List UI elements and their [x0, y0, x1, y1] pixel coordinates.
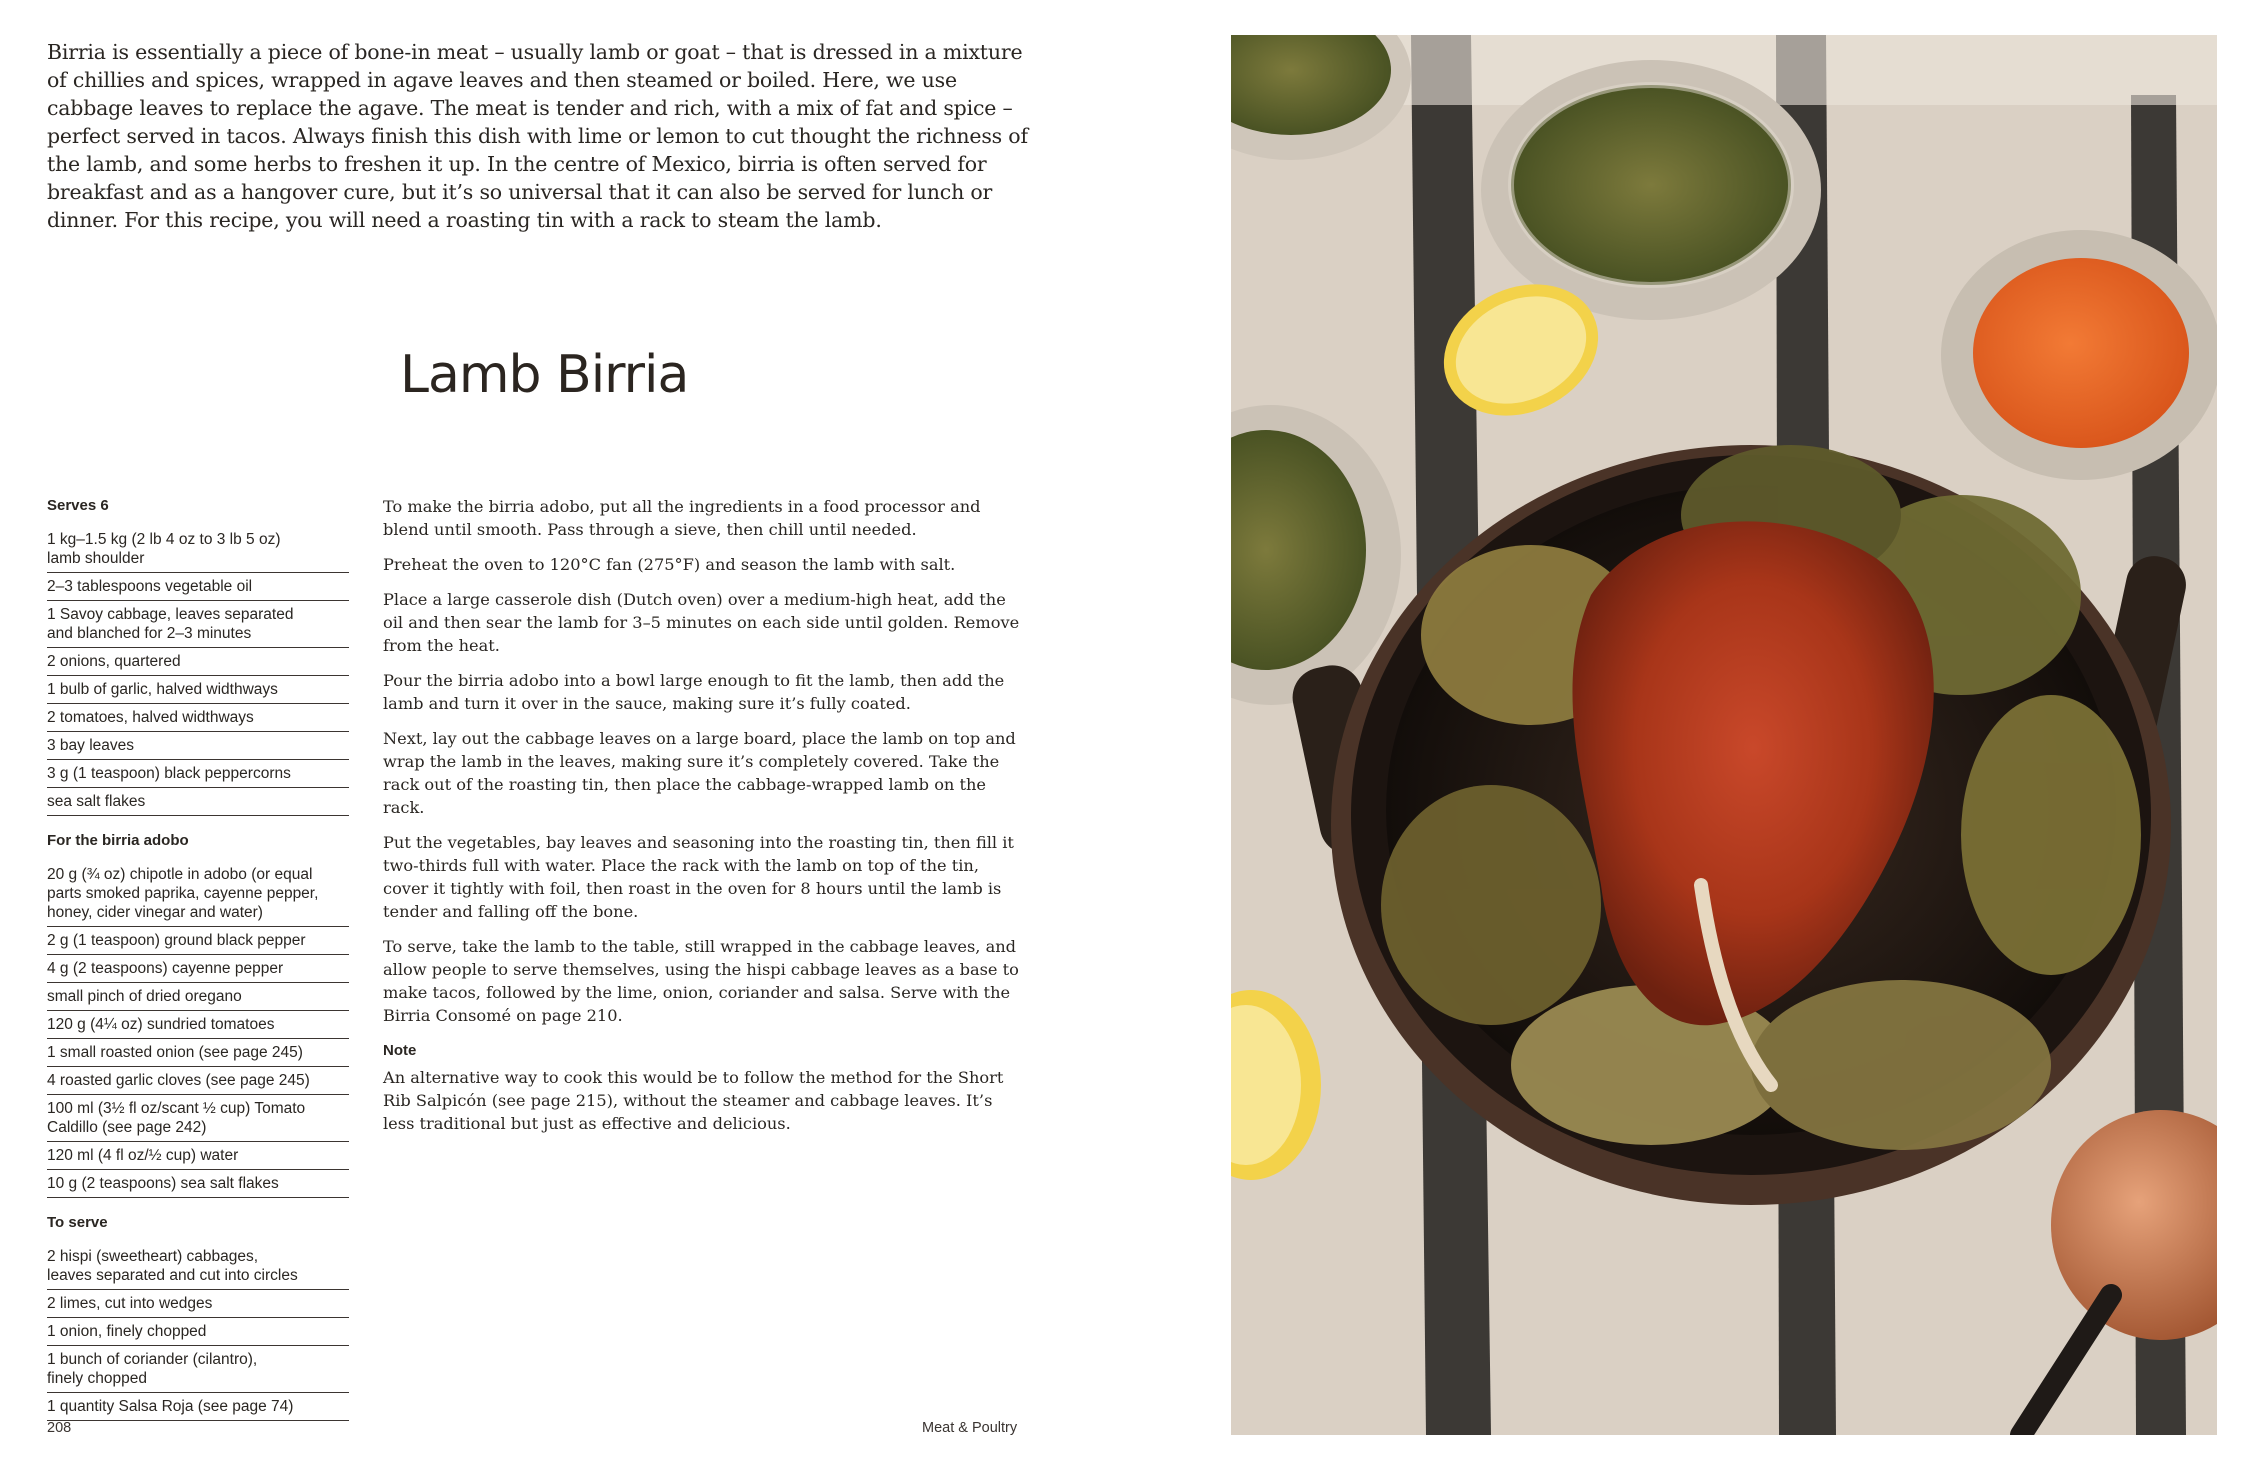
serve-heading: To serve: [47, 1214, 108, 1231]
section-name: Meat & Poultry: [922, 1420, 1018, 1436]
ingredient-item: 120 ml (4 fl oz/½ cup) water: [47, 1142, 349, 1170]
method-column: [383, 495, 1023, 1147]
ingredient-item: 1 quantity Salsa Roja (see page 74): [47, 1393, 349, 1421]
ingredient-item: sea salt flakes: [47, 788, 349, 816]
method-step: Pour the birria adobo into a bowl large enough to fit the lamb, then add the lamb and turn it over in the sauce, making sure it’s fully coated.: [383, 671, 1005, 713]
ingredient-item: 20 g (¾ oz) chipotle in adobo (or equal parts smoked paprika, cayenne pepper, honey, cider vinegar and water): [47, 861, 349, 927]
intro-paragraph: Birria is essentially a piece of bone-in meat – usually lamb or goat – that is dressed in a mixture of chillies and spices, wrapped in agave leaves and then steamed or boiled. Here, we use cabbage leaves to replace the agave. The meat is tender and rich, with a mix of fat and spice – perfect served in tacos. Always finish this dish with lime or lemon to cut thought the richness of the lamb, and some herbs to freshen it up. In the centre of Mexico, birria is often served for breakfast and as a hangover cure, but it’s so universal that it can also be served for lunch or dinner. For this recipe, you will need a roasting tin with a rack to steam the lamb.: [47, 40, 1028, 232]
salsa-roja-bowl-icon: [1941, 230, 2217, 480]
ingredients-column: [47, 497, 349, 1437]
ingredient-item: 1 bulb of garlic, halved widthways: [47, 676, 349, 704]
note-text: An alternative way to cook this would be to follow the method for the Short Rib Salpicón (see page 215), without the steamer and cabbage leaves. It’s less traditional but just as effective and delicious.: [383, 1068, 1004, 1133]
ingredient-item: 1 kg–1.5 kg (2 lb 4 oz to 3 lb 5 oz) lamb shoulder: [47, 526, 349, 573]
ingredient-item: 4 roasted garlic cloves (see page 245): [47, 1067, 349, 1095]
recipe-title: Lamb Birria: [400, 345, 689, 405]
ingredient-item: 100 ml (3½ fl oz/scant ½ cup) Tomato Caldillo (see page 242): [47, 1095, 349, 1142]
dish-photo: [1231, 35, 2217, 1435]
method-step: Place a large casserole dish (Dutch oven) over a medium-high heat, add the oil and then sear the lamb for 3–5 minutes on each side until golden. Remove from the heat.: [383, 590, 1020, 655]
ingredient-item: 2 hispi (sweetheart) cabbages, leaves separated and cut into circles: [47, 1243, 349, 1290]
ingredient-item: 1 Savoy cabbage, leaves separated and blanched for 2–3 minutes: [47, 601, 349, 648]
ingredient-item: 1 onion, finely chopped: [47, 1318, 349, 1346]
main-ingredient-list: [47, 526, 349, 816]
serves-heading: Serves 6: [47, 497, 109, 514]
ingredient-item: 2 tomatoes, halved widthways: [47, 704, 349, 732]
ingredient-item: 2 onions, quartered: [47, 648, 349, 676]
ingredient-item: 1 small roasted onion (see page 245): [47, 1039, 349, 1067]
method-step: Preheat the oven to 120°C fan (275°F) and season the lamb with salt.: [383, 555, 956, 574]
ingredient-item: 2–3 tablespoons vegetable oil: [47, 573, 349, 601]
page-number: 208: [47, 1420, 72, 1436]
herb-salsa-bowl-icon: [1481, 60, 1821, 320]
serve-ingredient-list: [47, 1243, 349, 1421]
ingredient-item: 3 g (1 teaspoon) black peppercorns: [47, 760, 349, 788]
ingredient-item: 120 g (4¼ oz) sundried tomatoes: [47, 1011, 349, 1039]
note-heading: Note: [383, 1042, 417, 1059]
ingredient-item: 2 limes, cut into wedges: [47, 1290, 349, 1318]
method-step: To make the birria adobo, put all the ingredients in a food processor and blend until smooth. Pass through a sieve, then chill until needed.: [383, 497, 981, 539]
ingredient-item: small pinch of dried oregano: [47, 983, 349, 1011]
method-step: To serve, take the lamb to the table, still wrapped in the cabbage leaves, and allow people to serve themselves, using the hispi cabbage leaves as a base to make tacos, followed by the lime, onion, coriander and salsa. Serve with the Birria Consomé on page 210.: [383, 937, 1019, 1025]
ingredient-item: 10 g (2 teaspoons) sea salt flakes: [47, 1170, 349, 1198]
method-step: Put the vegetables, bay leaves and seasoning into the roasting tin, then fill it two-thirds full with water. Place the rack with the lamb on top of the tin, cover it tightly with foil, then roast in the oven for 8 hours until the lamb is tender and falling off the bone.: [383, 833, 1014, 921]
ingredient-item: 1 bunch of coriander (cilantro), finely chopped: [47, 1346, 349, 1393]
adobo-heading: For the birria adobo: [47, 832, 189, 849]
ingredient-item: 2 g (1 teaspoon) ground black pepper: [47, 927, 349, 955]
adobo-ingredient-list: [47, 861, 349, 1198]
method-step: Next, lay out the cabbage leaves on a large board, place the lamb on top and wrap the lamb in the leaves, making sure it’s completely covered. Take the rack out of the roasting tin, then place the cabbage-wrapped lamb on the rack.: [383, 729, 1016, 817]
ingredient-item: 4 g (2 teaspoons) cayenne pepper: [47, 955, 349, 983]
ingredient-item: 3 bay leaves: [47, 732, 349, 760]
